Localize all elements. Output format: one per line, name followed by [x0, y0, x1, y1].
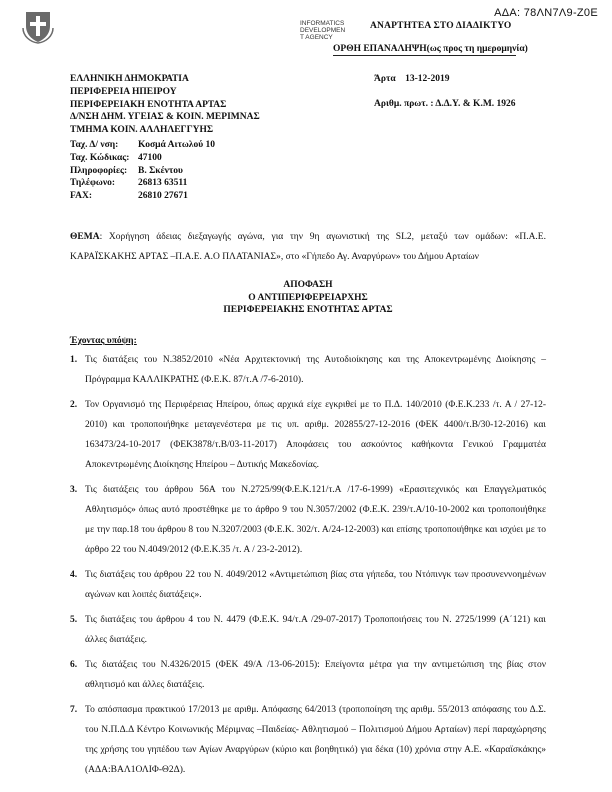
subject-text: : Χορήγηση άδειας διεξαγωγής αγώνα, για την 9η αγωνιστική της SL2, μεταξύ των ομάδων: «Π.Α.Ε. ΚΑΡΑΪΣΚΑΚΗΣ ΑΡΤΑΣ –Π.Α.Ε. Α.Ο ΠΛΑΤΑΝΙΑΣ», στο «Γήπεδο Αγ. Αναργύρων» του Δήμου Αρταίων	[70, 232, 546, 262]
list-item: 5. Τις διατάξεις του άρθρου 4 του Ν. 4479 (Φ.Ε.Κ. 94/τ.Α /29-07-2017) Τροποποιήσεις του Ν. 2725/1999 (Α΄121) και άλλες διατάξεις.	[70, 615, 546, 645]
issuer-line: ΤΜΗΜΑ ΚΟΙΝ. ΑΛΛΗΛΕΓΓΥΗΣ	[70, 125, 214, 136]
list-item: 3. Τις διατάξεις του άρθρου 56Α του Ν.2725/99(Φ.Ε.Κ.121/τ.Α /17-6-1999) «Ερασιτεχνικός και Επαγγελματικός Αθλητισμός» όπως αυτό προστέθηκε με το άρθρο 9 του Ν.3057/2002 (Φ.Ε.Κ. 239/τ.Α/10-10-2002 και τροποποιήθηκε με την παρ.18 του άρθρου 8 του Ν.3207/2003 (Φ.Ε.Κ. 302/τ. Α/24-12-2003) και επίσης τροποποιήθηκε και ισχύει με το άρθρο 22 του Ν.4049/2012 (Φ.Ε.Κ.35 /τ. Α / 23-2-2012).	[70, 485, 546, 555]
list-item: 7. Το απόσπασμα πρακτικού 17/2013 με αριθμ. Απόφασης 64/2013 (τροποποίηση της αριθμ. 55/2013 απόφασης του Δ.Σ. του Ν.Π.Δ.Δ Κέντρο Κοινωνικής Μέριμνας –Παιδείας- Αθλητισμού – Πολιτισμού Δήμου Αρταίων) περί παραχώρησης της χρήσης του γηπέδου των Αγίων Αναργύρων (κύριο και βοηθητικό) για δέκα (10) χρόνια στην Α.Ε. «Καραϊσκάκης» (ΑΔΑ:ΒΑΛ1ΟΛΙΦ-Θ2Δ).	[70, 705, 546, 775]
subject-label: ΘΕΜΑ	[70, 232, 100, 242]
contact-block	[70, 139, 215, 203]
decision-line: ΠΕΡΙΦΕΡΕΙΑΚΗΣ ΕΝΟΤΗΤΑΣ ΑΡΤΑΣ	[223, 305, 393, 315]
having-regard-heading: Έχοντας υπόψη:	[70, 336, 137, 346]
list-item: 1. Τις διατάξεις του Ν.3852/2010 «Νέα Αρχιτεκτονική της Αυτοδιοίκησης και της Αποκεντρωμένης Διοίκησης – Πρόγραμμα ΚΑΛΛΙΚΡΑΤΗΣ (Φ.Ε.Κ. 87/τ.Α /7-6-2010).	[70, 355, 546, 385]
decision-line: Ο ΑΝΤΙΠΕΡΙΦΕΡΕΙΑΡΧΗΣ	[248, 292, 368, 303]
greek-emblem-icon	[20, 8, 56, 44]
correct-repetition-label: ΟΡΘΗ ΕΠΑΝΑΛΗΨΗ(ως προς τη ημερομηνία)	[333, 44, 528, 54]
document-meta	[374, 73, 516, 111]
contact-row: Ταχ. Κώδικας: 47100	[70, 152, 162, 163]
decision-line: ΑΠΟΦΑΣΗ	[283, 280, 333, 290]
list-item: 4. Τις διατάξεις του άρθρου 22 του Ν. 4049/2012 «Αντιμετώπιση βίας στα γήπεδα, του Ντόπινγκ των προσυνεννοημένων αγώνων και λοιπές διατάξεις».	[70, 570, 546, 600]
issuer-line: Δ/ΝΣΗ ΔΗΜ. ΥΓΕΙΑΣ & ΚΟΙΝ. ΜΕΡΙΜΝΑΣ	[70, 112, 260, 123]
ada-code: ΑΔΑ: 78ΛΝ7Λ9-Ζ0Ε	[494, 7, 598, 19]
list-item: 6. Τις διατάξεις του Ν.4326/2015 (ΦΕΚ 49/Α /13-06-2015): Επείγοντα μέτρα για την αντιμετώπιση της βίας στον αθλητισμό και άλλες διατάξεις.	[70, 660, 546, 690]
document-date: Άρτα 13-12-2019	[374, 74, 450, 84]
publish-online-label: ΑΝΑΡΤΗΤΕΑ ΣΤΟ ΔΙΑΔΙΚΤΥΟ	[370, 21, 512, 31]
subject-paragraph	[70, 227, 546, 267]
contact-row: FAX: 26810 27671	[70, 191, 188, 202]
protocol-number: Αριθμ. πρωτ. : Δ.Δ.Υ. & Κ.Μ. 1926	[374, 98, 516, 109]
issuer-line: ΠΕΡΙΦΕΡΕΙΑΚΗ ΕΝΟΤΗΤΑ ΑΡΤΑΣ	[70, 99, 227, 110]
considerations-list	[70, 350, 546, 785]
contact-row: Πληροφορίες: Β. Σκέντου	[70, 165, 183, 176]
issuer-block	[70, 73, 260, 137]
contact-row: Τηλέφωνο: 26813 63511	[70, 178, 188, 189]
list-item: 2. Τον Οργανισμό της Περιφέρειας Ηπείρου, όπως αρχικά είχε εγκριθεί με το Π.Δ. 140/2010 (Φ.Ε.Κ.233 /τ. Α / 27-12-2010) και τροποποιήθηκε μεταγενέστερα με τις υπ. αριθμ. 202855/27-12-2016 (ΦΕΚ 4400/τ.Β/30-12-2016) και 163473/24-10-2017 (ΦΕΚ3878/τ.Β/03-11-2017) Αποφάσεις του ασκούντος καθήκοντα Γενικού Γραμματέα Αποκεντρωμένης Διοίκησης Ηπείρου – Δυτικής Μακεδονίας.	[70, 400, 546, 470]
issuer-line: ΠΕΡΙΦΕΡΕΙΑ ΗΠΕΙΡΟΥ	[70, 86, 177, 97]
issuer-line: ΕΛΛΗΝΙΚΗ ΔΗΜΟΚΡΑΤΙΑ	[70, 74, 189, 84]
informatics-agency-stamp: INFORMATICS DEVELOPMEN T AGENCY	[300, 20, 346, 41]
decision-title	[70, 279, 546, 317]
contact-row: Ταχ. Δ/ νση: Κοσμά Αιτωλού 10	[70, 140, 216, 150]
heading-underline	[333, 55, 516, 56]
